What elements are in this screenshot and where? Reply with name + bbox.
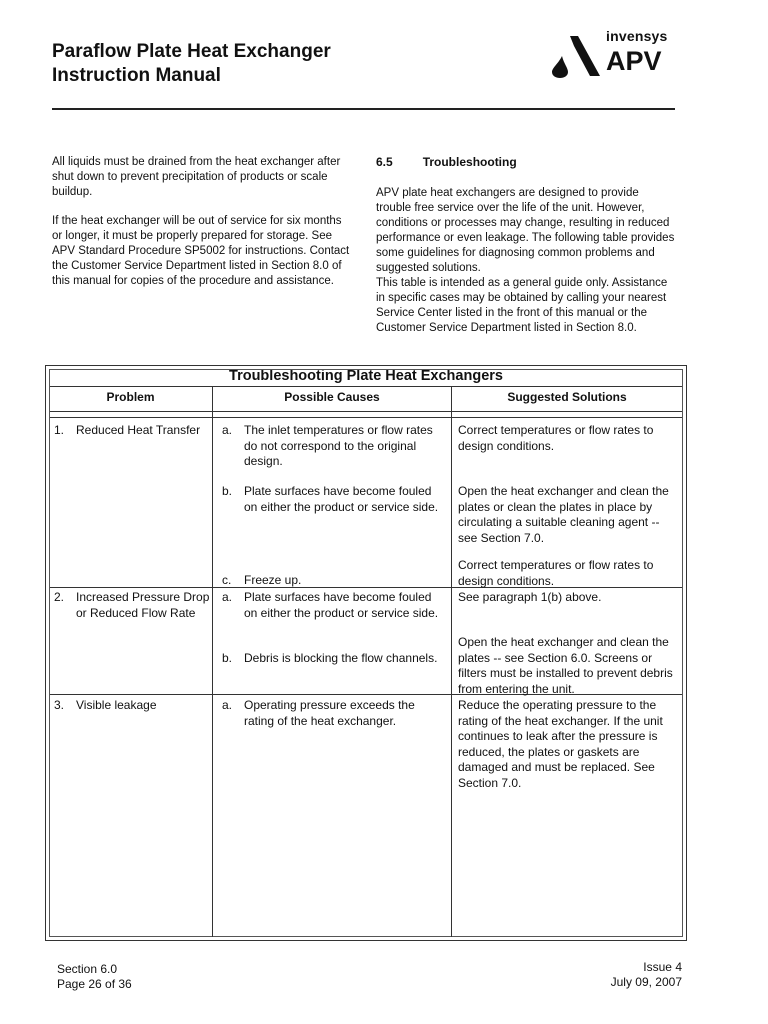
col-divider-2	[451, 386, 452, 937]
row-2-cause-a-text: Plate surfaces have become fouled on either the product or service side.	[244, 590, 439, 620]
row-1-problem	[54, 423, 210, 439]
row-3-cause-a-label: a.	[222, 698, 233, 712]
row-1-cause-c	[222, 573, 448, 589]
footer-page: Page 26 of 36	[57, 977, 132, 991]
row-1-solution-3: Correct temperatures or flow rates to design conditions.	[458, 558, 654, 588]
row-3-problem-text: Visible leakage	[76, 698, 157, 712]
header-problem: Problem	[106, 390, 155, 404]
header-rule	[52, 108, 675, 110]
row-1-problem-text: Reduced Heat Transfer	[76, 423, 201, 437]
row-3-cause-a	[222, 698, 448, 729]
row-1-cause-a-label: a.	[222, 423, 233, 437]
row-1-cause-a	[222, 423, 448, 470]
row-3-cause-a-text: Operating pressure exceeds the rating of the heat exchanger.	[244, 698, 415, 728]
footer-section: Section 6.0	[57, 962, 118, 976]
row-2-cause-b-label: b.	[222, 651, 233, 665]
row-2-cause-b	[222, 651, 448, 667]
left-column	[52, 155, 350, 303]
row-1-solution-1: Correct temperatures or flow rates to design conditions.	[458, 423, 654, 453]
row-1-number: 1.	[54, 423, 65, 437]
troubleshooting-guide-note: This table is intended as a general guide only. Assistance in specific cases may be obtained by calling your nearest Service Center listed in the front of this manual or the Customer Service Department listed in Section 8.0.	[376, 277, 668, 334]
col-divider-1	[212, 386, 213, 937]
right-column	[376, 155, 676, 350]
row-1-cause-b-label: b.	[222, 484, 233, 498]
apv-logo-icon	[548, 32, 604, 78]
row-2-problem	[54, 590, 210, 621]
footer-date: July 09, 2007	[610, 975, 682, 989]
troubleshooting-table	[45, 365, 687, 941]
row-2-solution-1: See paragraph 1(b) above.	[458, 590, 602, 604]
row-1-solution-2: Open the heat exchanger and clean the plates or clean the plates in place by circulating a suitable cleaning agent -- see Section 7.0.	[458, 484, 669, 545]
title-line-1: Paraflow Plate Heat Exchanger	[52, 41, 331, 62]
row-1-cause-b	[222, 484, 448, 515]
invensys-apv-logo	[548, 26, 680, 82]
storage-paragraph: If the heat exchanger will be out of service for six months or longer, it must be properly prepared for storage. See APV Standard Procedure SP5002 for instructions. Contact the Customer Service Department listed in Section 8.0 of this manual for copies of the procedure and assistance.	[52, 215, 350, 287]
section-title: Troubleshooting	[422, 155, 517, 169]
row-2-cause-a	[222, 590, 448, 621]
row-3-number: 3.	[54, 698, 65, 712]
drain-paragraph: All liquids must be drained from the heat exchanger after shut down to prevent precipitation of products or scale buildup.	[52, 156, 341, 198]
row-2-cause-b-text: Debris is blocking the flow channels.	[244, 651, 438, 665]
logo-brand-text: invensys	[606, 28, 668, 44]
row-1-cause-a-text: The inlet temperatures or flow rates do not correspond to the original design.	[244, 423, 433, 468]
footer-issue: Issue 4	[643, 960, 682, 974]
row-2-cause-a-label: a.	[222, 590, 233, 604]
header-suggested-solutions: Suggested Solutions	[507, 390, 627, 404]
title-line-2: Instruction Manual	[52, 65, 221, 86]
manual-title	[52, 40, 331, 88]
row-2-solution-2: Open the heat exchanger and clean the plates -- see Section 6.0. Screens or filters must be installed to prevent debris from entering the unit.	[458, 635, 673, 696]
table-title: Troubleshooting Plate Heat Exchangers	[229, 368, 503, 384]
section-heading	[376, 155, 676, 169]
logo-apv-text: APV	[606, 46, 662, 76]
footer-left	[57, 962, 132, 992]
troubleshooting-intro: APV plate heat exchangers are designed to provide trouble free service over the life of the unit. However, conditions or processes may change, resulting in reduced performance or even leakage. The following table provides some guidelines for diagnosing common problems and suggested solutions.	[376, 187, 675, 274]
row-3-solution-1: Reduce the operating pressure to the rating of the heat exchanger. If the unit continues to leak after the pressure is reduced, the plates or gaskets are damaged and must be replaced. See Section 7.0.	[458, 698, 663, 790]
header-possible-causes: Possible Causes	[284, 390, 380, 404]
row-2-problem-text: Increased Pressure Drop or Reduced Flow Rate	[76, 590, 210, 620]
section-number: 6.5	[376, 155, 393, 169]
row-3-problem	[54, 698, 210, 714]
footer-right	[560, 960, 682, 990]
row-1-cause-c-text: Freeze up.	[244, 573, 302, 587]
row-1-cause-c-label: c.	[222, 573, 232, 587]
row-2-number: 2.	[54, 590, 65, 604]
row-1-cause-b-text: Plate surfaces have become fouled on either the product or service side.	[244, 484, 439, 514]
